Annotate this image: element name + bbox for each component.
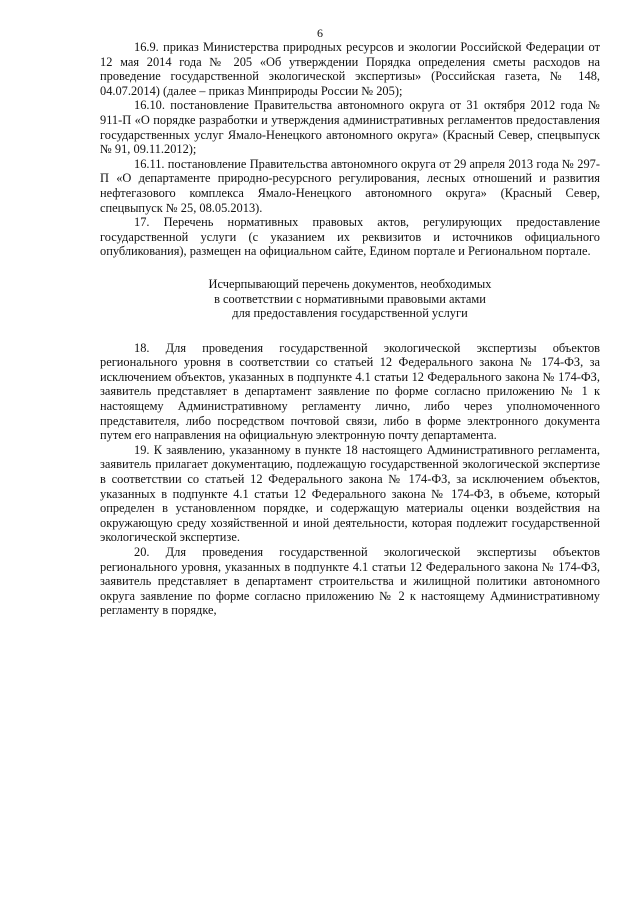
paragraph-17: 17. Перечень нормативных правовых актов, регулирующих предоставление государственной услуги (с указанием их реквизитов и источников официального опубликования), размещен на официальном сайте, Едином портале и Региональном портале. xyxy=(100,215,600,259)
paragraph-20: 20. Для проведения государственной экологической экспертизы объектов регионального уровня, указанных в подпункте 4.1 статьи 12 Федерального закона № 174-ФЗ, заявитель представляет в департамент строительства и жилищной политики автономного округа заявление по форме согласно приложению № 2 к настоящему Административному регламенту в порядке, xyxy=(100,545,600,618)
paragraph-18: 18. Для проведения государственной экологической экспертизы объектов регионального уровня в соответствии со статьей 12 Федерального закона № 174-ФЗ, за исключением объектов, указанных в подпункте 4.1 статьи 12 Федерального закона № 174-ФЗ, заявитель представляет в департамент заявление по форме согласно приложению № 1 к настоящему Административному регламенту лично, либо через уполномоченного представителя, либо посредством почтовой связи, либо в форме электронного документа путем его направления на официальную электронную почту департамента. xyxy=(100,340,600,443)
document-body xyxy=(100,40,600,618)
section-heading-line-3: для предоставления государственной услуги xyxy=(232,306,468,321)
section-heading-line-1: Исчерпывающий перечень документов, необходимых xyxy=(208,276,492,291)
paragraph-16-10: 16.10. постановление Правительства автономного округа от 31 октября 2012 года № 911-П «О порядке разработки и утверждения административных регламентов предоставления государственных услуг Ямало-Ненецкого автономного округа» (Красный Север, спецвыпуск № 91, 09.11.2012); xyxy=(100,98,600,157)
page-number: 6 xyxy=(317,26,323,40)
paragraph-16-9: 16.9. приказ Министерства природных ресурсов и экологии Российской Федерации от 12 мая 2014 года № 205 «Об утверждении Порядка определения сметы расходов на проведение государственной экологической экспертизы» (Российская газета, № 148, 04.07.2014) (далее – приказ Минприроды России № 205); xyxy=(100,40,600,98)
paragraph-16-11: 16.11. постановление Правительства автономного округа от 29 апреля 2013 года № 297-П «О департаменте природно-ресурсного регулирования, лесных отношений и развития нефтегазового комплекса Ямало-Ненецкого автономного округа» (Красный Север, спецвыпуск № 25, 08.05.2013). xyxy=(100,156,600,215)
section-heading xyxy=(100,277,600,321)
paragraph-19: 19. К заявлению, указанному в пункте 18 настоящего Административного регламента, заявитель прилагает документацию, подлежащую государственной экологической экспертизе в соответствии со статьей 12 Федерального закона № 174-ФЗ, за исключением объектов, указанных в подпункте 4.1 статьи 12 Федерального закона № 174-ФЗ, в объеме, который определен в установленном порядке, и содержащую материалы оценки воздействия на окружающую среду хозяйственной и иной деятельности, которая подлежит государственной экологической экспертизе. xyxy=(100,442,600,545)
section-heading-line-2: в соответствии с нормативными правовыми актами xyxy=(214,291,486,306)
